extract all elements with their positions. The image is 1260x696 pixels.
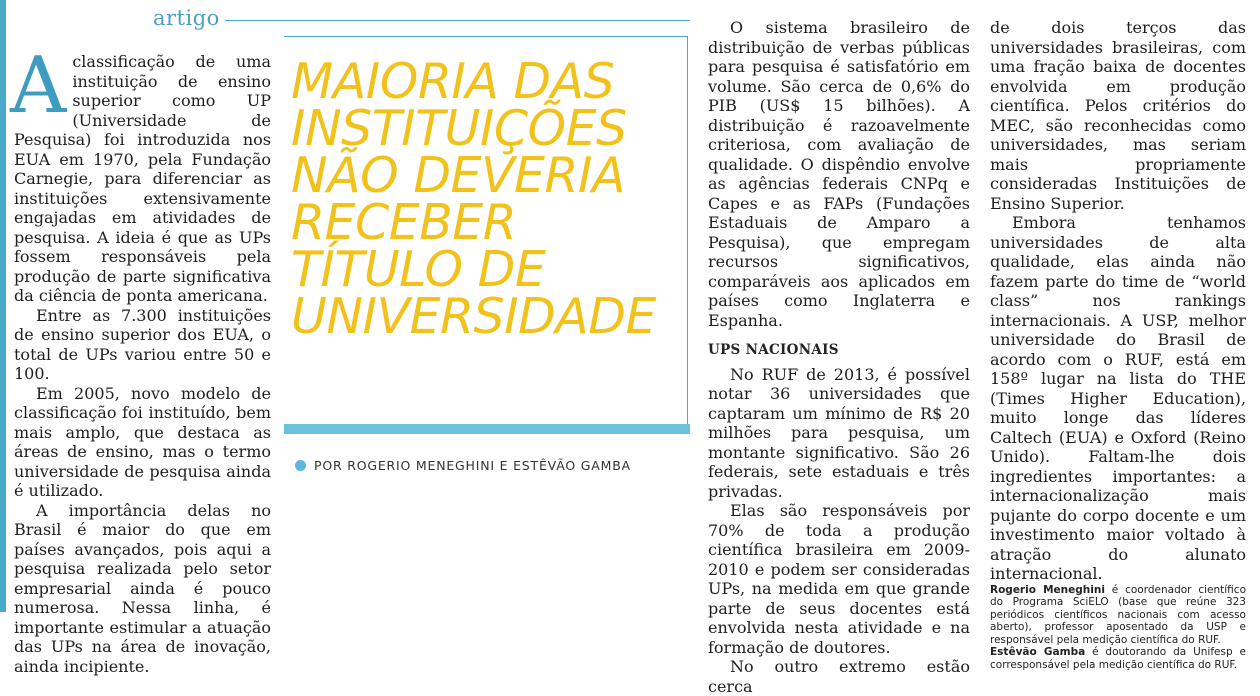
- article-column-2: [708, 18, 970, 696]
- paragraph-4: A importância delas no Brasil é maior do que em países avançados, pois aqui a pesquisa realizada pelo setor empresarial ainda é pouco numerosa. Nessa linha, é importante estimular a atuação das UPs na área de inovação, ainda incipiente.: [14, 500, 271, 676]
- pull-quote-underbar: [284, 424, 690, 434]
- author-bio-1: Rogerio Meneghini é coordenador científico do Programa SciELO (base que reúne 323 periódicos científicos nacionais com acesso aberto), professor aposentado da USP e responsável pela medição científica do RUF.: [990, 583, 1246, 646]
- section-label: artigo: [153, 6, 220, 30]
- byline-bullet-icon: [295, 460, 306, 471]
- paragraph-9: de dois terços das universidades brasileiras, com uma fração baixa de docentes envolvida em produção científica. Pelos critérios do MEC, são reconhecidas como universidades, mas seriam mais propriamente consideradas Instituições de Ensino Superior.: [990, 18, 1246, 213]
- paragraph-8: No outro extremo estão cerca: [708, 657, 970, 696]
- article-column-3: [990, 18, 1246, 671]
- article-column-1: [10, 41, 271, 676]
- left-accent-rule: [0, 0, 6, 612]
- subhead-ups-nacionais: UPS NACIONAIS: [708, 342, 839, 358]
- paragraph-1: Aclassificação de uma instituição de ensino superior como UP (Universidade de Pesquisa) foi introduzida nos EUA em 1970, pela Fundação Carnegie, para diferenciar as instituições extensivamente engajadas em atividades de pesquisa. A ideia é que as UPs fossem responsáveis pela produção de parte significativa da ciência de ponta americana.: [10, 41, 271, 305]
- paragraph-6: No RUF de 2013, é possível notar 36 universidades que captaram um mínimo de R$ 20 milhões para pesquisa, um montante significativo. São 26 federais, sete estaduais e três privadas.: [708, 364, 970, 501]
- paragraph-2: Entre as 7.300 instituições de ensino superior dos EUA, o total de UPs variou entre 50 e 100.: [14, 305, 271, 383]
- paragraph-3: Em 2005, novo modelo de classificação foi instituído, bem mais amplo, que destaca as áreas de ensino, mas o termo universidade de pesquisa ainda é utilizado.: [14, 383, 271, 500]
- pull-quote: MAIORIA DAS INSTITUIÇÕES NÃO DEVERIA RECEBER TÍTULO DE UNIVERSIDADE: [291, 53, 656, 345]
- paragraph-10: Embora tenhamos universidades de alta qualidade, elas ainda não fazem parte do time de “world class” nos rankings internacionais. A USP, melhor universidade do Brasil de acordo com o RUF, está em 158º lugar na lista do THE (Times Higher Education), muito longe das líderes Caltech (EUA) e Oxford (Reino Unido). Faltam-lhe dois ingredientes importantes: a internacionalização mais pujante do corpo docente e um investimento maior voltado à atração do alunato internacional.: [990, 213, 1246, 583]
- paragraph-7: Elas são responsáveis por 70% de toda a produção científica brasileira em 2009-2010 e podem ser consideradas UPs, na medida em que grande parte de seus docentes está envolvida nesta atividade e na formação de doutores.: [708, 501, 970, 657]
- author-bio-2: Estêvão Gamba é doutorando da Unifesp e corresponsável pela medição científica do RUF.: [990, 646, 1246, 671]
- section-divider-line: [225, 20, 690, 21]
- byline: [295, 458, 631, 473]
- byline-text: POR ROGERIO MENEGHINI E ESTÊVÃO GAMBA: [314, 458, 631, 473]
- drop-cap: A: [10, 41, 67, 131]
- paragraph-5: O sistema brasileiro de distribuição de verbas públicas para pesquisa é satisfatório em volume. São cerca de 0,6% do PIB (US$ 15 bilhões). A distribuição é razoavelmente criteriosa, com avaliação de qualidade. O dispêndio envolve as agências federais CNPq e Capes e as FAPs (Fundações Estaduais de Amparo a Pesquisa), que empregam recursos significativos, comparáveis aos aplicados em países como Inglaterra e Espanha.: [708, 18, 970, 330]
